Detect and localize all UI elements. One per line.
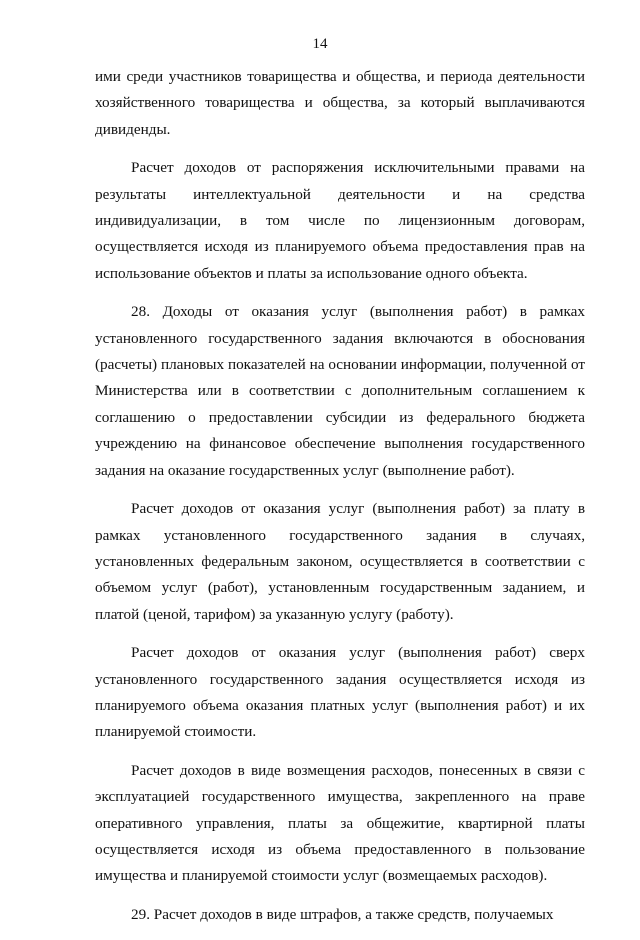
paragraph-services-beyond-task: Расчет доходов от оказания услуг (выполнения работ) сверх установленного государственного задания осуществляется исходя из планируемого объема оказания платных услуг (выполнения работ) и их планируемой стоимости. <box>95 644 585 741</box>
paragraph-continued: ими среди участников товарищества и общества, и периода деятельности хозяйственного товарищества и общества, за который выплачиваются дивиденды. <box>95 68 585 138</box>
paragraph-item-29: 29. Расчет доходов в виде штрафов, а также средств, получаемых <box>131 905 554 923</box>
paragraph-paid-services-within-task: Расчет доходов от оказания услуг (выполнения работ) за плату в рамках установленного государственного задания в случаях, установленных федеральным законом, осуществляется в соответствии с объемом услуг (работ), установленным государственным заданием, и платой (ценой, тарифом) за указанную услугу (работу). <box>95 500 585 623</box>
document-body <box>95 64 585 940</box>
paragraph-item-28: 28. Доходы от оказания услуг (выполнения работ) в рамках установленного государственного задания включаются в обоснования (расчеты) плановых показателей на основании информации, полученной от Министерства или в соответствии с дополнительным соглашением к соглашению о предоставлении субсидии из федерального бюджета учреждению на финансовое обеспечение выполнения государственного задания на оказание государственных услуг (выполнение работ). <box>95 303 585 479</box>
page-number: 14 <box>312 36 328 52</box>
paragraph-expense-reimbursement: Расчет доходов в виде возмещения расходов, понесенных в связи с эксплуатацией государственного имущества, закрепленного на праве оперативного управления, платы за общежитие, квартирной платы осуществляется исходя из объема предоставленного в пользование имущества и планируемой стоимости услуг (возмещаемых расходов). <box>95 761 585 885</box>
paragraph-intellectual-property-income: Расчет доходов от распоряжения исключительными правами на результаты интеллектуальной деятельности и на средства индивидуализации, в том числе по лицензионным договорам, осуществляется исходя из планируемого объема предоставления прав на использование объектов и платы за использование одного объекта. <box>95 159 585 282</box>
